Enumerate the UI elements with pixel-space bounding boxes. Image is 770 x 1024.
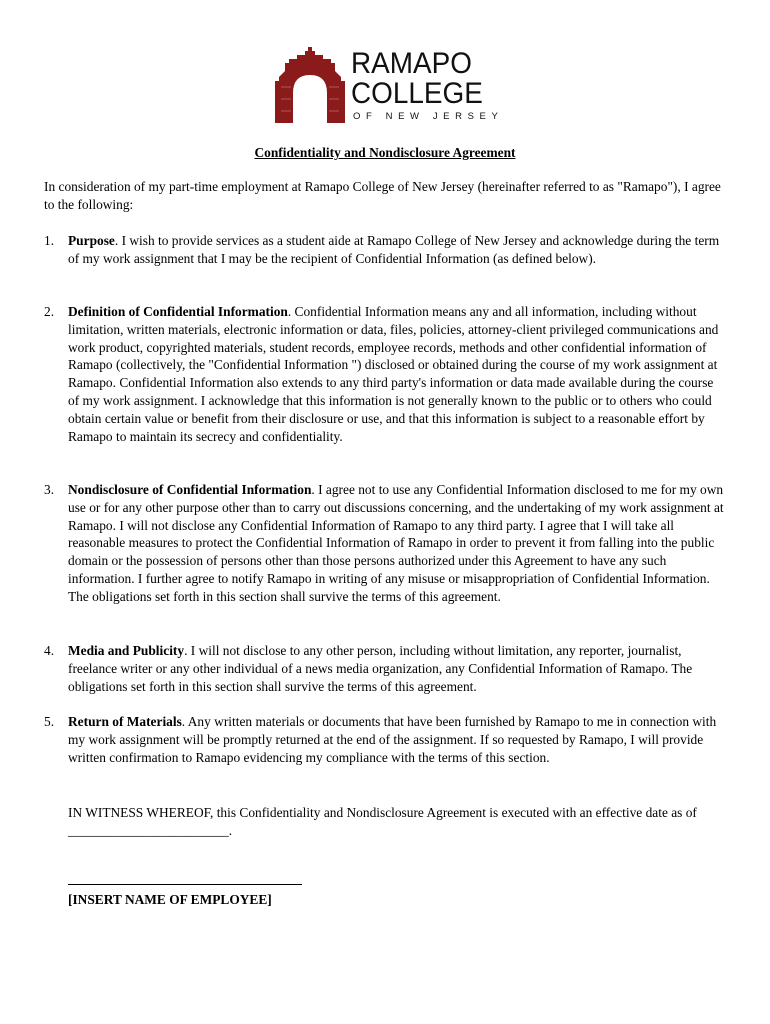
section-number: 1.: [44, 233, 55, 248]
section-media-publicity: [44, 642, 724, 695]
section-text: . Confidential Information means any and all information, including without limitation, written materials, electronic information or data, files, policies, attorney-client privileged communications and work product, copyrighted materials, student records, employee records, methods and other confidential information of Ramapo (collectively, the "Confidential Information ") disclosed or obtained during the course of my work assignment at Ramapo. Confidential Information also extends to any third party's information or data made available during the course of my work assignment. I acknowledge that this information is not generally known to the public or to others who could obtain certain value or benefit from their disclosure or use, and that this information is subject to a reasonable effort by Ramapo to maintain its secrecy and confidentiality.: [68, 304, 719, 444]
section-text: . I agree not to use any Confidential Information disclosed to me for my own use or for any other purpose other than to carry out discussions concerning, and the undertaking of my work assignment at Ramapo. I will not disclose any Confidential Information of Ramapo to any third party. I agree that I will take all reasonable measures to protect the Confidential Information of Ramapo in order to prevent it from falling into the public domain or the possession of persons other than those persons authorized under this Agreement to have any such information. I further agree to notify Ramapo in writing of any misuse or misappropriation of Confidential Information. The obligations set forth in this section shall survive the terms of this agreement.: [68, 482, 724, 604]
section-text: . I wish to provide services as a student aide at Ramapo College of New Jersey and acknowledge during the term of my work assignment that I may be the recipient of Confidential Information (as defined below).: [68, 233, 720, 266]
section-heading: Definition of Confidential Information: [68, 304, 288, 319]
section-purpose: [44, 232, 724, 268]
section-return-materials: [44, 713, 724, 766]
signature-line[interactable]: [68, 884, 302, 885]
section-text: . I will not disclose to any other person, including without limitation, any reporter, journalist, freelance writer or any other individual of a news media organization, any Confidential Information of Ramapo. The obligations set forth in this section shall survive the terms of this agreement.: [68, 643, 693, 694]
section-definition: [44, 303, 724, 445]
section-heading: Purpose: [68, 233, 115, 248]
witness-paragraph: IN WITNESS WHEREOF, this Confidentiality and Nondisclosure Agreement is executed with an effective date as of ________________________.: [68, 805, 697, 838]
section-text: . Any written materials or documents that have been furnished by Ramapo to me in connection with my work assignment will be promptly returned at the end of the assignment. If so requested by Ramapo, I will provide written confirmation to Ramapo evidencing my compliance with the terms of this section.: [68, 714, 717, 765]
employee-name-placeholder: [INSERT NAME OF EMPLOYEE]: [68, 892, 272, 907]
section-heading: Return of Materials: [68, 714, 182, 729]
section-number: 2.: [44, 304, 55, 319]
document-title: Confidentiality and Nondisclosure Agreement: [254, 145, 516, 160]
section-heading: Nondisclosure of Confidential Information: [68, 482, 312, 497]
intro-paragraph: In consideration of my part-time employment at Ramapo College of New Jersey (hereinafter referred to as "Ramapo"), I agree to the following:: [44, 179, 721, 212]
ramapo-college-logo: [275, 47, 504, 127]
section-heading: Media and Publicity: [68, 643, 185, 658]
logo-line-ramapo: RAMAPO: [351, 47, 472, 80]
section-nondisclosure: [44, 481, 724, 606]
section-number: 4.: [44, 643, 55, 658]
section-number: 5.: [44, 714, 55, 729]
section-number: 3.: [44, 482, 55, 497]
logo-line-college: COLLEGE: [351, 77, 483, 110]
arch-logo-icon: [275, 47, 345, 123]
logo-line-of-new-jersey: OF NEW JERSEY: [353, 111, 504, 122]
